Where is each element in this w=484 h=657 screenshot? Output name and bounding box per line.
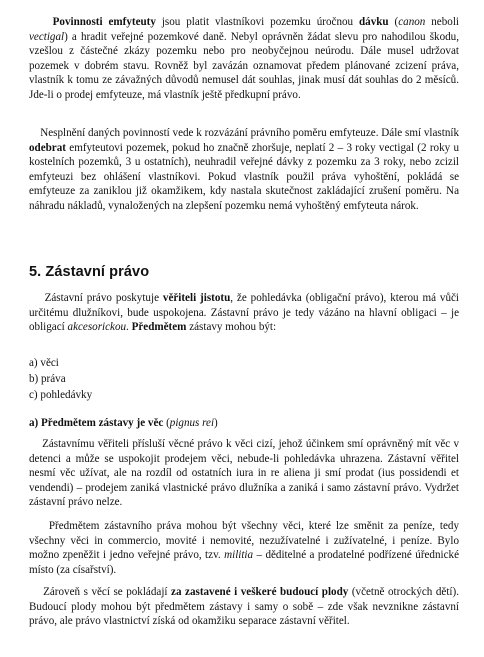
bold-term: odebrat [29,141,66,154]
paragraph-termination: Nesplnění daných povinností vede k rozvázání právního poměru emfyteuze. Dále smí vlastník odebrat emfyteutovi pozemek, pokud ho značně zhoršuje, neplatí 2 – 3 roky vectigal (2 roky u kostelních pozemků, 3 u ostatních), neuhradil veřejné dávky z pozemku za 3 roky, nebo zcizil emfyteuzi bez ohlášení vlastníkovi. Pokud vlastník použil práva vyhoštění, pokládá se emfyteuze za zaniklou již okamžikem, kdy nastala skutečnost zakládající zrušení poměru. Na náhradu nákladů, vynaložených na zlepšení pozemku nemá vyhoštěný emfyteuta nárok. [29,127,460,212]
paragraph-pledge-objects: Předmětem zástavního práva mohou být všechny věci, které lze směnit za peníze, tedy všechny věci in commercio, movité i nemovité, nezužívatelné i zužívatelné, i peníze. Bylo možno zpeněžit i jedno veřejné právo, tzv. militia – děditelné a prodatelné podřízené úřednické místo (za císařství). [29,520,460,576]
list-item: b) práva [29,373,66,385]
section-heading: 5. Zástavní právo [29,264,150,280]
paragraph-emphyteuta-duties: Povinnosti emfyteuty jsou platit vlastníkovi pozemku úročnou dávku (canon neboli vectigal) a hradit veřejné pozemkové daně. Nebyl oprávněn žádat slevu pro nahodilou škodu, vzešlou z částečné zkázy pozemku nebo pro neobyčejnou neúrodu. Dále musel udržovat pozemek v dobrém stavu. Rovněž byl zavázán oznamovat předem plánované zcizení práva, vlastník k tomu ze závažných důvodů nemusel dát souhlas, jinak musí dát souhlas do 2 měsíců. Jde-li o prodej emfyteuze, má vlastník ještě předkupní právo. [29,16,459,101]
italic-term: canon [398,16,426,28]
italic-term: vectigal [29,30,65,43]
italic-term: militia [224,549,254,562]
paragraph-pledge-intro: Zástavní právo poskytuje věřiteli jistotu, že pohledávka (obligační právo), kterou má vůči určitému dlužníkovi, bude uspokojena. Zástavní právo je tedy vázáno na hlavní obligaci – je obligací akcesorickou. Předmětem zástavy mohou být: [29,292,459,334]
paragraph-future-fruits: Zároveň s věcí se pokládají za zastavené i veškeré budoucí plody (včetně otrockých dětí). Budoucí plody mohou být předmětem zástavy i samy o sobě – zde však nevznikne zástavní právo, ale právo vlastnictví získá od okamžiku separace zástavní věřitel. [29,586,459,628]
bold-term: za zastavené i veškeré budoucí plody [171,586,349,598]
bold-term: Povinnosti emfyteuty [52,16,156,28]
subheading: a) Předmětem zástavy je věc (pignus rei) [29,417,218,429]
bold-term: dávku [359,16,389,28]
bold-term: věřiteli jistotu [162,292,231,304]
paragraph-creditor-rights: Zástavnímu věřiteli přísluší věcné právo k věci cizí, jehož účinkem smí oprávněný mít věc v detenci a může se uspokojit prodejem věci, nebude-li pohledávka uhrazena. Zástavní věřitel nesmí věc užívat, ale na rozdíl od ostatních iura in re aliena ji smí prodat (ius possidendi et vendendi) – prodejem zaniká vlastnické právo dlužníka a zaniká i samo zástavní právo. Vydržet zástavní právo nelze. [29,438,459,509]
bold-term: Předmětem [131,321,187,334]
italic-term: akcesorickou [67,321,127,334]
list-item: c) pohledávky [29,389,93,401]
list-item: a) věci [29,357,59,369]
